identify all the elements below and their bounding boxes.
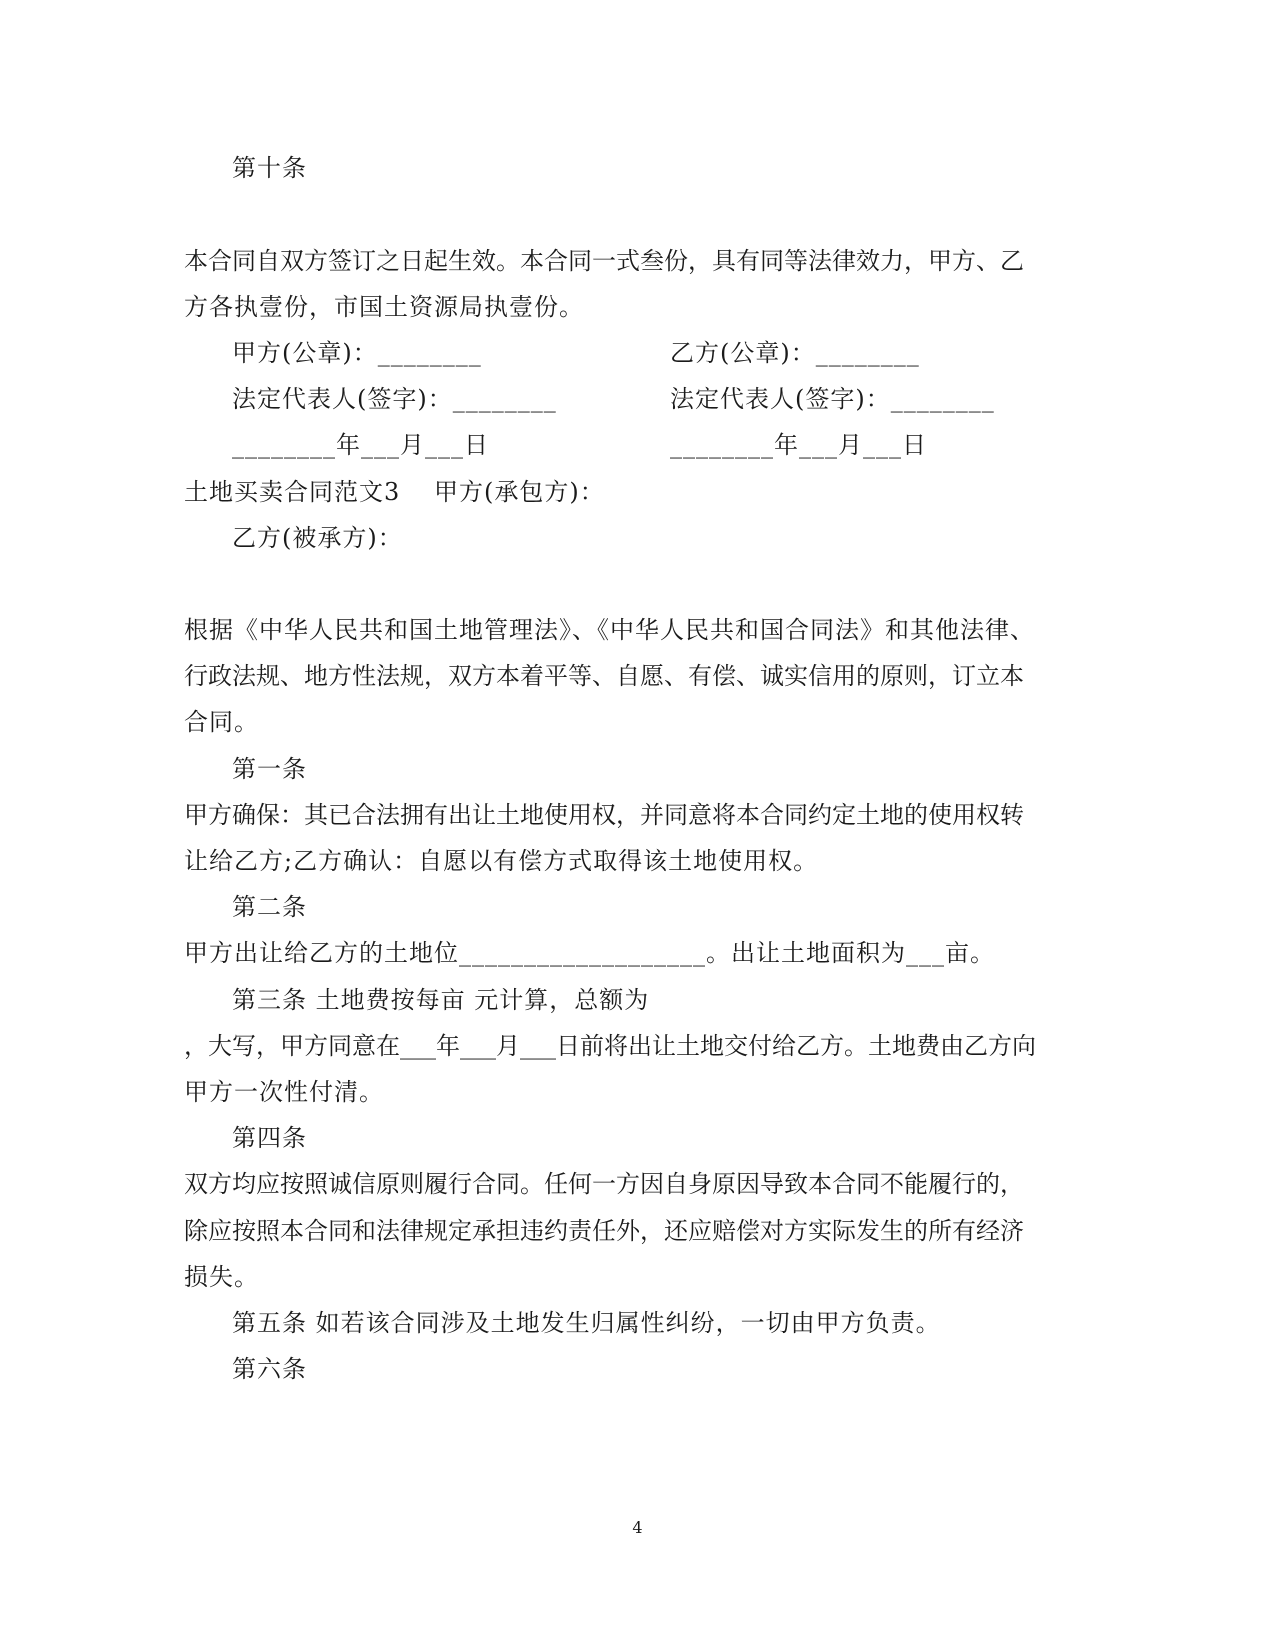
paragraph-line: 合同。 [184, 708, 259, 736]
page-number: 4 [632, 1518, 643, 1537]
party-a-contractor-line: 甲方(承包方)： [434, 478, 605, 506]
paragraph-line: 除应按照本合同和法律规定承担违约责任外，还应赔偿对方实际发生的所有经济 [184, 1217, 1024, 1245]
party-a-date-line: ________年___月___日 [232, 431, 489, 459]
party-b-date-line: ________年___月___日 [670, 431, 927, 459]
article-2-heading: 第二条 [232, 893, 307, 921]
article-5-heading: 第五条 如若该合同涉及土地发生归属性纠纷，一切由甲方负责。 [232, 1309, 941, 1337]
party-b-representative-line: 法定代表人(签字)：________ [670, 385, 995, 413]
article-6-heading: 第六条 [232, 1355, 307, 1383]
article-4-heading: 第四条 [232, 1124, 307, 1152]
paragraph-line: 本合同自双方签订之日起生效。本合同一式叁份，具有同等法律效力，甲方、乙 [184, 247, 1024, 275]
party-a-seal-line: 甲方(公章)：________ [232, 339, 482, 367]
party-a-representative-line: 法定代表人(签字)：________ [232, 385, 557, 413]
paragraph-line: 根据《中华人民共和国土地管理法》、《中华人民共和国合同法》和其他法律、 [184, 616, 1035, 644]
paragraph-line: ，大写，甲方同意在___年___月___日前将出让土地交付给乙方。土地费由乙方向 [184, 1032, 1036, 1060]
paragraph-line: 行政法规、地方性法规，双方本着平等、自愿、有偿、诚实信用的原则，订立本 [184, 662, 1024, 690]
article-10-heading: 第十条 [232, 154, 307, 182]
document-title: 土地买卖合同范文3 [184, 478, 401, 506]
article-3-heading: 第三条 土地费按每亩 元计算，总额为 [232, 986, 650, 1014]
paragraph-line: 甲方一次性付清。 [184, 1078, 384, 1106]
article-1-heading: 第一条 [232, 755, 307, 783]
paragraph-line: 双方均应按照诚信原则履行合同。任何一方因自身原因导致本合同不能履行的， [184, 1170, 1024, 1198]
paragraph-line: 甲方出让给乙方的土地位___________________。出让土地面积为___亩。 [184, 939, 995, 967]
party-b-seal-line: 乙方(公章)：________ [670, 339, 920, 367]
paragraph-line: 损失。 [184, 1263, 259, 1291]
paragraph-line: 方各执壹份，市国土资源局执壹份。 [184, 293, 584, 321]
party-b-contractee-line: 乙方(被承方)： [232, 524, 403, 552]
paragraph-line: 让给乙方;乙方确认：自愿以有偿方式取得该土地使用权。 [184, 847, 819, 875]
paragraph-line: 甲方确保：其已合法拥有出让土地使用权，并同意将本合同约定土地的使用权转 [184, 801, 1024, 829]
